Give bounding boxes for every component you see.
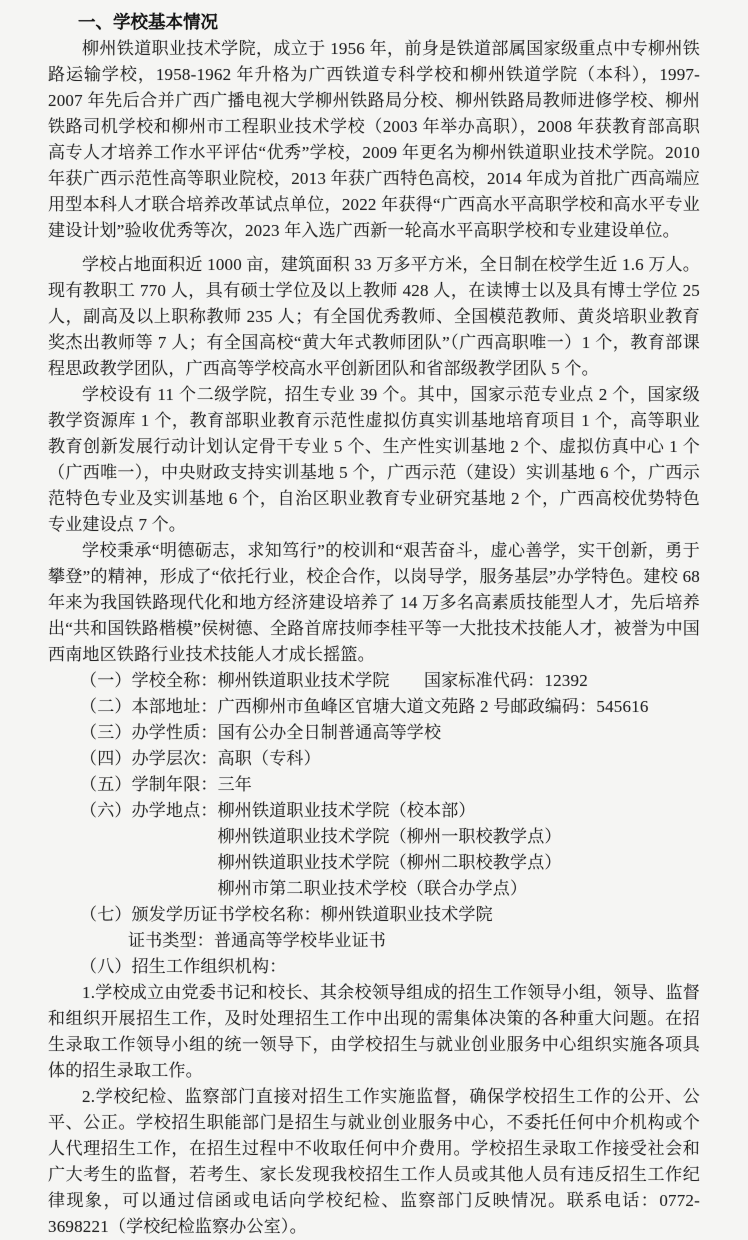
intro-paragraph-colleges-majors: 学校设有 11 个二级学院，招生专业 39 个。其中，国家示范专业点 2 个，国家级教学资源库 1 个，教育部职业教育示范性虚拟仿真实训基地培育项目 1 个，高等职业教育创新发展行动计划认定骨干专业 5 个、生产性实训基地 2 个、虚拟仿真中心 1 个（广西唯一），中央财政支持实训基地 5 个，广西示范（建设）实训基地 6 个，广西示范特色专业及实训基地 6 个，自治区职业教育专业研究基地 2 个，广西高校优势特色专业建设点 7 个。 — [48, 385, 700, 534]
list-item-admissions-organization: （八）招生工作组织机构： — [80, 957, 287, 976]
campus-location: 柳州铁道职业技术学院（校本部） — [217, 801, 476, 820]
list-item-address: （二）本部地址：广西柳州市鱼峰区官塘大道文苑路 2 号邮政编码：545616 — [80, 697, 649, 716]
org-paragraph-leading-group: 1.学校成立由党委书记和校长、其余校领导组成的招生工作领导小组，领导、监督和组织开展招生工作，及时处理招生工作中出现的需集体决策的各种重大问题。在招生录取工作领导小组的统一领导下，由学校招生与就业创业服务中心组织实施各项具体的招生录取工作。 — [48, 983, 700, 1080]
list-item-campus-locations — [80, 798, 700, 902]
campus-location: 柳州市第二职业技术学校（联合办学点） — [217, 879, 528, 898]
section-heading: 一、学校基本情况 — [78, 12, 218, 32]
intro-paragraph-history: 柳州铁道职业技术学院，成立于 1956 年，前身是铁道部属国家级重点中专柳州铁路运输学校，1958-1962 年升格为广西铁道专科学校和柳州铁道学院（本科），1997-2007 年先后合并广西广播电视大学柳州铁路局分校、柳州铁路局教师进修学校、柳州铁路司机学校和柳州市工程职业技术学校（2003 年举办高职），2008 年获教育部高职高专人才培养工作水平评估“优秀”学校，2009 年更名为柳州铁道职业技术学院。2010 年获广西示范性高等职业院校，2013 年获广西特色高校，2014 年成为首批广西高端应用型本科人才联合培养改革试点单位，2022 年获得“广西高水平高职学校和高水平专业建设计划”验收优秀等次，2023 年入选广西新一轮高水平高职学校和专业建设单位。 — [48, 39, 700, 240]
campus-locations-label: （六）办学地点： — [80, 801, 218, 820]
org-paragraph-supervision: 2.学校纪检、监察部门直接对招生工作实施监督，确保学校招生工作的公开、公平、公正。学校招生职能部门是招生与就业创业服务中心，不委托任何中介机构或个人代理招生工作，在招生过程中不收取任何中介费用。学校招生录取工作接受社会和广大考生的监督，若考生、家长发现我校招生工作人员或其他人员有违反招生工作纪律现象，可以通过信函或电话向学校纪检、监察部门反映情况。联系电话：0772-3698221（学校纪检监察办公室）。 — [48, 1087, 700, 1236]
school-info-list — [48, 668, 700, 980]
list-item-certificate-type: 证书类型：普通高等学校毕业证书 — [128, 931, 386, 950]
list-item-program-length: （五）学制年限：三年 — [80, 775, 252, 794]
list-item-education-level: （四）办学层次：高职（专科） — [80, 749, 321, 768]
intro-paragraph-campus-staff: 学校占地面积近 1000 亩，建筑面积 33 万多平方米，全日制在校学生近 1.6 万人。现有教职工 770 人，具有硕士学位及以上教师 428 人，在读博士以及具有博士学位 25 人，副高及以上职称教师 235 人；有全国优秀教师、全国模范教师、黄炎培职业教育奖杰出教师等 7 人；有全国高校“黄大年式教师团队”（广西高职唯一）1 个，教育部课程思政教学团队，广西高等学校高水平创新团队和省部级教学团队 5 个。 — [48, 255, 700, 378]
intro-paragraph-motto: 学校秉承“明德砺志，求知笃行”的校训和“艰苦奋斗，虚心善学，实干创新，勇于攀登”的精神，形成了“依托行业，校企合作，以岗导学，服务基层”办学特色。建校 68 年来为我国铁路现代化和地方经济建设培养了 14 万多名高素质技能型人才，先后培养出“共和国铁路楷模”侯树德、全路首席技师李桂平等一大批技术技能人才，被誉为中国西南地区铁路行业技术技能人才成长摇篮。 — [48, 541, 700, 664]
list-item-school-type: （三）办学性质：国有公办全日制普通高等学校 — [80, 723, 442, 742]
list-item-school-name: （一）学校全称：柳州铁道职业技术学院 国家标准代码：12392 — [80, 671, 588, 690]
campus-locations-values — [218, 798, 562, 902]
campus-location: 柳州铁道职业技术学院（柳州一职校教学点） — [217, 827, 562, 846]
list-item-diploma-school: （七）颁发学历证书学校名称：柳州铁道职业技术学院 — [80, 905, 493, 924]
campus-location: 柳州铁道职业技术学院（柳州二职校教学点） — [217, 853, 562, 872]
